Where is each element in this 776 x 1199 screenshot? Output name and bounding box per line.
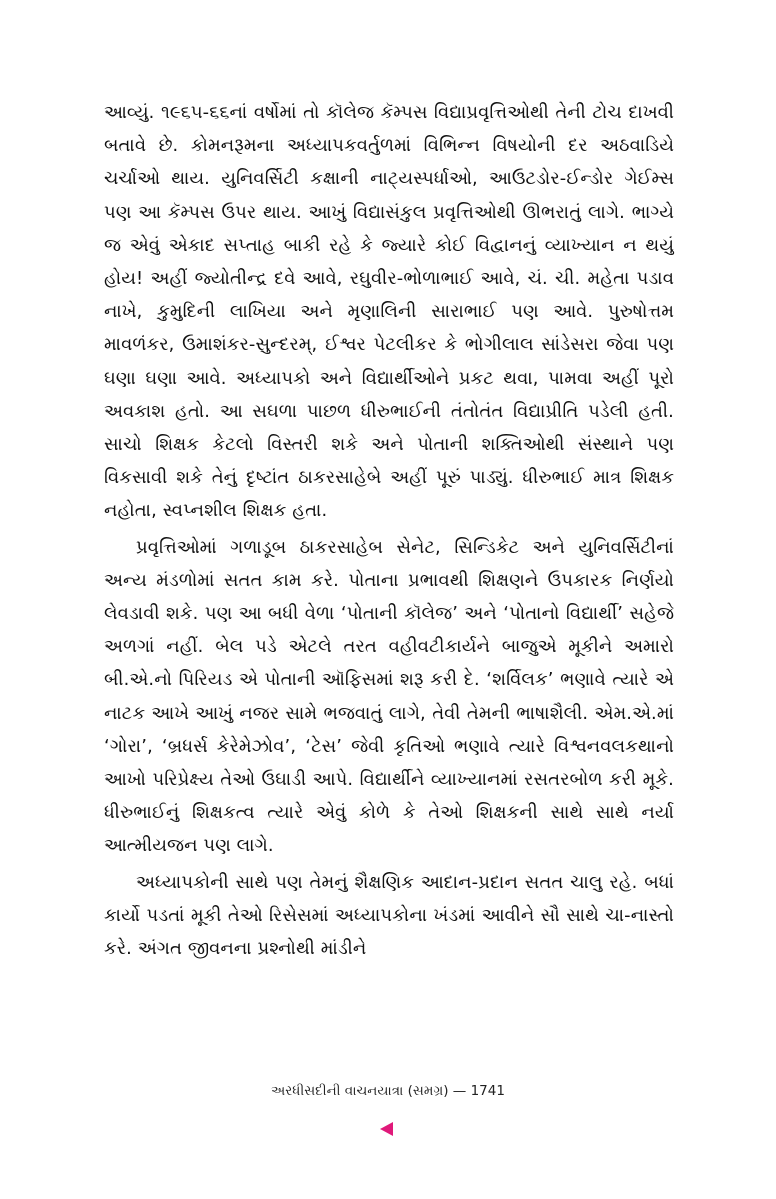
book-title: અરધીસદીની વાચનયાત્રા (સમગ્ર) [271, 1083, 449, 1099]
footer-separator: — [452, 1083, 467, 1099]
paragraph-continued: આવ્યું. ૧૯૬૫-૬૬નાં વર્ષોમાં તો કૉલેજ કૅમ્પસ વિદ્યાપ્રવૃત્તિઓથી તેની ટોચ દાખવી બતાવે છે. કોમનરૂમના અધ્યાપકવર્તુળમાં વિભિન્ન વિષયોની દર અઠવાડિયે ચર્ચાઓ થાય. યુનિવર્સિટી કક્ષાની નાટ્યસ્પર્ધાઓ, આઉટડોર-ઈન્ડોર ગેઈમ્સ પણ આ કૅમ્પસ ઉપર થાય. આખું વિદ્યાસંકુલ પ્રવૃત્તિઓથી ઊભરાતું લાગે. ભાગ્યે જ એવું એકાદ સપ્તાહ બાકી રહે કે જ્યારે કોઈ વિદ્વાનનું વ્યાખ્યાન ન થયું હોય! અહીં જ્યોતીન્દ્ર દવે આવે, રઘુવીર-ભોળાભાઈ આવે, ચં. ચી. મહેતા પડાવ નાખે, કુમુદિની લાખિયા અને મૃણાલિની સારાભાઈ પણ આવે. પુરુષોત્તમ માવળંકર, ઉમાશંકર-સુન્દરમ્, ઈશ્વર પેટલીકર કે ભોગીલાલ સાંડેસરા જેવા પણ ઘણા ઘણા આવે. અધ્યાપકો અને વિદ્યાર્થીઓને પ્રકટ થવા, પામવા અહીં પૂરો અવકાશ હતો. આ સઘળા પાછળ ધીરુભાઈની તંતોતંત વિદ્યાપ્રીતિ પડેલી હતી. સાચો શિક્ષક કેટલો વિસ્તરી શકે અને પોતાની શક્તિઓથી સંસ્થાને પણ વિકસાવી શકે તેનું દૃષ્ટાંત ઠાકરસાહેબે અહીં પૂરું પાડ્યું. ધીરુભાઈ માત્ર શિક્ષક નહોતા, સ્વપ્નશીલ શિક્ષક હતા. [104, 102, 674, 522]
paragraph: અધ્યાપકોની સાથે પણ તેમનું શૈક્ષણિક આદાન-પ્રદાન સતત ચાલુ રહે. બધાં કાર્યો પડતાં મૂકી તેઓ રિસેસમાં અધ્યાપકોના ખંડમાં આવીને સૌ સાથે ચા-નાસ્તો કરે. અંગત જીવનના પ્રશ્નોથી માંડીને [104, 871, 674, 960]
previous-page-arrow-icon[interactable] [380, 1122, 393, 1136]
page-number: 1741 [470, 1083, 505, 1099]
paragraph: પ્રવૃત્તિઓમાં ગળાડૂબ ઠાકરસાહેબ સેનેટ, સિન્ડિકેટ અને યુનિવર્સિટીનાં અન્ય મંડળોમાં સતત કામ કરે. પોતાના પ્રભાવથી શિક્ષણને ઉપકારક નિર્ણયો લેવડાવી શકે. પણ આ બધી વેળા ‘પોતાની કૉલેજ’ અને ‘પોતાનો વિદ્યાર્થી’ સહેજે અળગાં નહીં. બેલ પડે એટલે તરત વહીવટીકાર્યને બાજુએ મૂકીને અમારો બી.એ.નો પિરિયડ એ પોતાની ઑફિસમાં શરૂ કરી દે. ‘શર્વિલક’ ભણાવે ત્યારે એ નાટક આખે આખું નજર સામે ભજવાતું લાગે, તેવી તેમની ભાષાશૈલી. એમ.એ.માં ‘ગોરા’, ‘બ્રધર્સ કેરેમેઝોવ’, ‘ટેસ’ જેવી કૃતિઓ ભણાવે ત્યારે વિશ્વનવલકથાનો આખો પરિપ્રેક્ષ્ય તેઓ ઉઘાડી આપે. વિદ્યાર્થીને વ્યાખ્યાનમાં રસતરબોળ કરી મૂકે. ધીરુભાઈનું શિક્ષકત્વ ત્યારે એવું કોળે કે તેઓ શિક્ષકની સાથે સાથે નર્યા આત્મીયજન પણ લાગે. [104, 536, 674, 857]
page-body [104, 96, 674, 965]
page-footer [0, 1083, 776, 1099]
